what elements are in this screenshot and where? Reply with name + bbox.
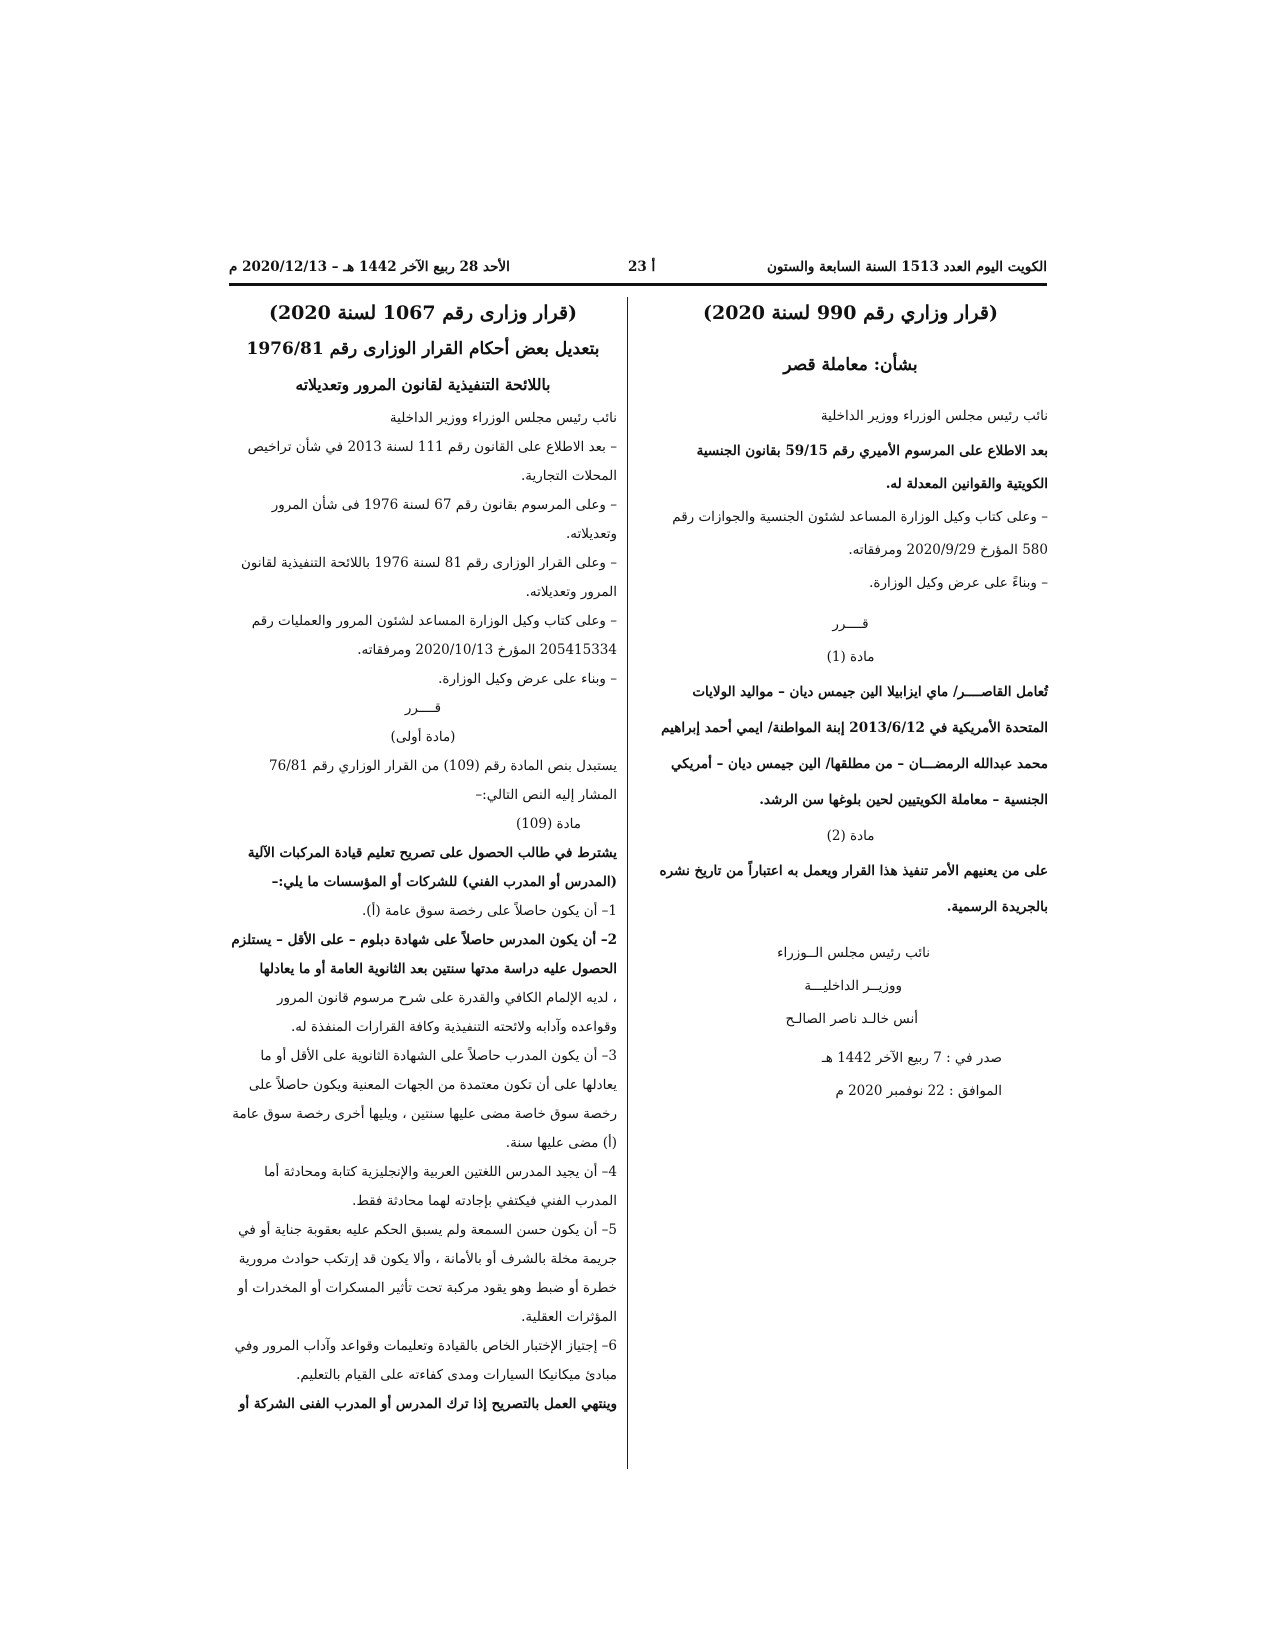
decision-1067-article-1-title: (مادة أولى): [390, 729, 456, 745]
decision-990-preamble-3: – وبناءً على عرض وكيل الوزارة.: [869, 575, 1048, 591]
article-109-title: مادة (109): [515, 816, 581, 832]
decision-1067-preamble-5: – وبناء على عرض وكيل الوزارة.: [438, 671, 617, 687]
decision-990-article-2-title: مادة (2): [826, 828, 875, 844]
signature-name: أنس خالـد ناصر الصالـح: [785, 1011, 918, 1027]
decision-990-decided: قــــرر: [832, 616, 869, 632]
article-109-intro: يشترط في طالب الحصول على تصريح تعليم قيادة المركبات الآلية (المدرس أو المدرب الفني) للشركات أو المؤسسات ما يلي:–: [247, 845, 617, 890]
page-header: [229, 255, 1047, 281]
decision-1067-decided: قــــرر: [404, 700, 442, 716]
header-date: الأحد 28 ربيع الآخر 1442 هـ – 2020/12/13 م: [229, 259, 510, 275]
decision-1067-subtitle-1: بتعديل بعض أحكام القرار الوزارى رقم 1976/81: [246, 339, 600, 359]
header-gazette-issue: الكويت اليوم العدد 1513 السنة السابعة والستون: [767, 259, 1047, 275]
article-109-closing: وينتهي العمل بالتصريح إذا ترك المدرس أو المدرب الفنى الشركة أو: [238, 1396, 617, 1412]
signature-title-2: ووزيــر الداخليـــة: [804, 978, 902, 994]
column-divider: [627, 297, 628, 1469]
article-109-item-2a: 2– أن يكون المدرس حاصلاً على شهادة دبلوم – على الأقل – يستلزم الحصول عليه دراسة مدتها سنتين بعد الثانوية العامة أو ما يعادلها: [231, 932, 617, 977]
issue-date-block: [653, 1042, 1048, 1108]
article-109-item-2b: ، لديه الإلمام الكافي والقدرة على شرح مرسوم قانون المرور وقواعده وآدابه ولائحته التنفيذية وكافة القرارات المنفذة له.: [277, 990, 617, 1035]
article-109-item-6: 6– إجتياز الإختبار الخاص بالقيادة وتعليمات وقواعد وآداب المرور وفي مبادئ ميكانيكا السيارات ومدى كفاءته على القيام بالتعليم.: [234, 1338, 617, 1383]
signature-block: [653, 937, 1048, 1036]
decision-990-column: [653, 298, 1048, 1108]
signature-title-1: نائب رئيس مجلس الــوزراء: [777, 945, 930, 961]
decision-990-article-1-text: تُعامل القاصــــر/ ماي ايزابيلا الين جيمس ديان – مواليد الولايات المتحدة الأمريكية في 2013/6/12 إبنة المواطنة/ ايمي أحمد إبراهيم محمد عبدالله الرمضـــان – من مطلقها/ الين جيمس ديان – أمريكي الجنسية – معاملة الكويتيين لحين بلوغها سن الرشد.: [661, 684, 1048, 808]
article-109-item-3: 3– أن يكون المدرب حاصلاً على الشهادة الثانوية على الأقل أو ما يعادلها على أن تكون معتمدة من الجهات المعنية ويكون حاصلاً على رخصة سوق خاصة مضى عليها سنتين ، ويليها أخرى رخصة سوق عامة (أ) مضى عليها سنة.: [232, 1048, 617, 1151]
article-109-item-4: 4– أن يجيد المدرس اللغتين العربية والإنجليزية كتابة ومحادثة أما المدرب الفني فيكتفي بإجادته لهما محادثة فقط.: [264, 1164, 617, 1209]
issued-date: صدر في : 7 ربيع الآخر 1442 هـ: [821, 1050, 1002, 1066]
corresponding-date: الموافق : 22 نوفمبر 2020 م: [835, 1083, 1002, 1099]
decision-990-article-1-title: مادة (1): [826, 649, 875, 665]
header-rule: [229, 283, 1047, 286]
decision-990-preamble-2: – وعلى كتاب وكيل الوزارة المساعد لشئون الجنسية والجوازات رقم 580 المؤرخ 2020/9/29 ومرفقاته.: [672, 509, 1048, 558]
decision-1067-article-1-text: يستبدل بنص المادة رقم (109) من القرار الوزاري رقم 76/81 المشار إليه النص التالي:–: [269, 758, 617, 803]
decision-1067-preamble-1: – بعد الاطلاع على القانون رقم 111 لسنة 2013 في شأن تراخيص المحلات التجارية.: [247, 439, 617, 484]
decision-990-title: (قرار وزاري رقم 990 لسنة 2020): [703, 302, 998, 324]
decision-1067-preamble-3: – وعلى القرار الوزارى رقم 81 لسنة 1976 باللائحة التنفيذية لقانون المرور وتعديلاته.: [240, 555, 617, 600]
decision-1067-issuer: نائب رئيس مجلس الوزراء ووزير الداخلية: [389, 410, 617, 426]
decision-990-issuer: نائب رئيس مجلس الوزراء ووزير الداخلية: [820, 408, 1048, 424]
decision-1067-preamble-2: – وعلى المرسوم بقانون رقم 67 لسنة 1976 فى شأن المرور وتعديلاته.: [271, 497, 617, 542]
decision-990-preamble-1: بعد الاطلاع على المرسوم الأميري رقم 59/15 بقانون الجنسية الكويتية والقوانين المعدلة له.: [696, 443, 1048, 492]
article-109-item-5: 5– أن يكون حسن السمعة ولم يسبق الحكم عليه بعقوبة جناية أو في جريمة مخلة بالشرف أو بالأمانة ، وألا يكون قد إرتكب حوادث مرورية خطرة أو ضبط وهو يقود مركبة تحت تأثير المسكرات أو المخدرات أو المؤثرات العقلية.: [237, 1222, 617, 1325]
decision-1067-subtitle-2: باللائحة التنفيذية لقانون المرور وتعديلاته: [295, 375, 551, 394]
article-109-item-1: 1– أن يكون حاصلاً على رخصة سوق عامة (أ).: [362, 903, 617, 919]
decision-990-subject: بشأن: معاملة قصر: [783, 355, 918, 375]
decision-1067-column: [229, 298, 617, 1419]
decision-1067-preamble-4: – وعلى كتاب وكيل الوزارة المساعد لشئون المرور والعمليات رقم 205415334 المؤرخ 2020/10/13 ومرفقاته.: [251, 613, 617, 658]
decision-1067-title: (قرار وزارى رقم 1067 لسنة 2020): [268, 302, 578, 324]
header-page-number: أ 23: [628, 259, 656, 275]
decision-990-article-2-text: على من يعنيهم الأمر تنفيذ هذا القرار ويعمل به اعتباراً من تاريخ نشره بالجريدة الرسمية.: [659, 863, 1048, 915]
